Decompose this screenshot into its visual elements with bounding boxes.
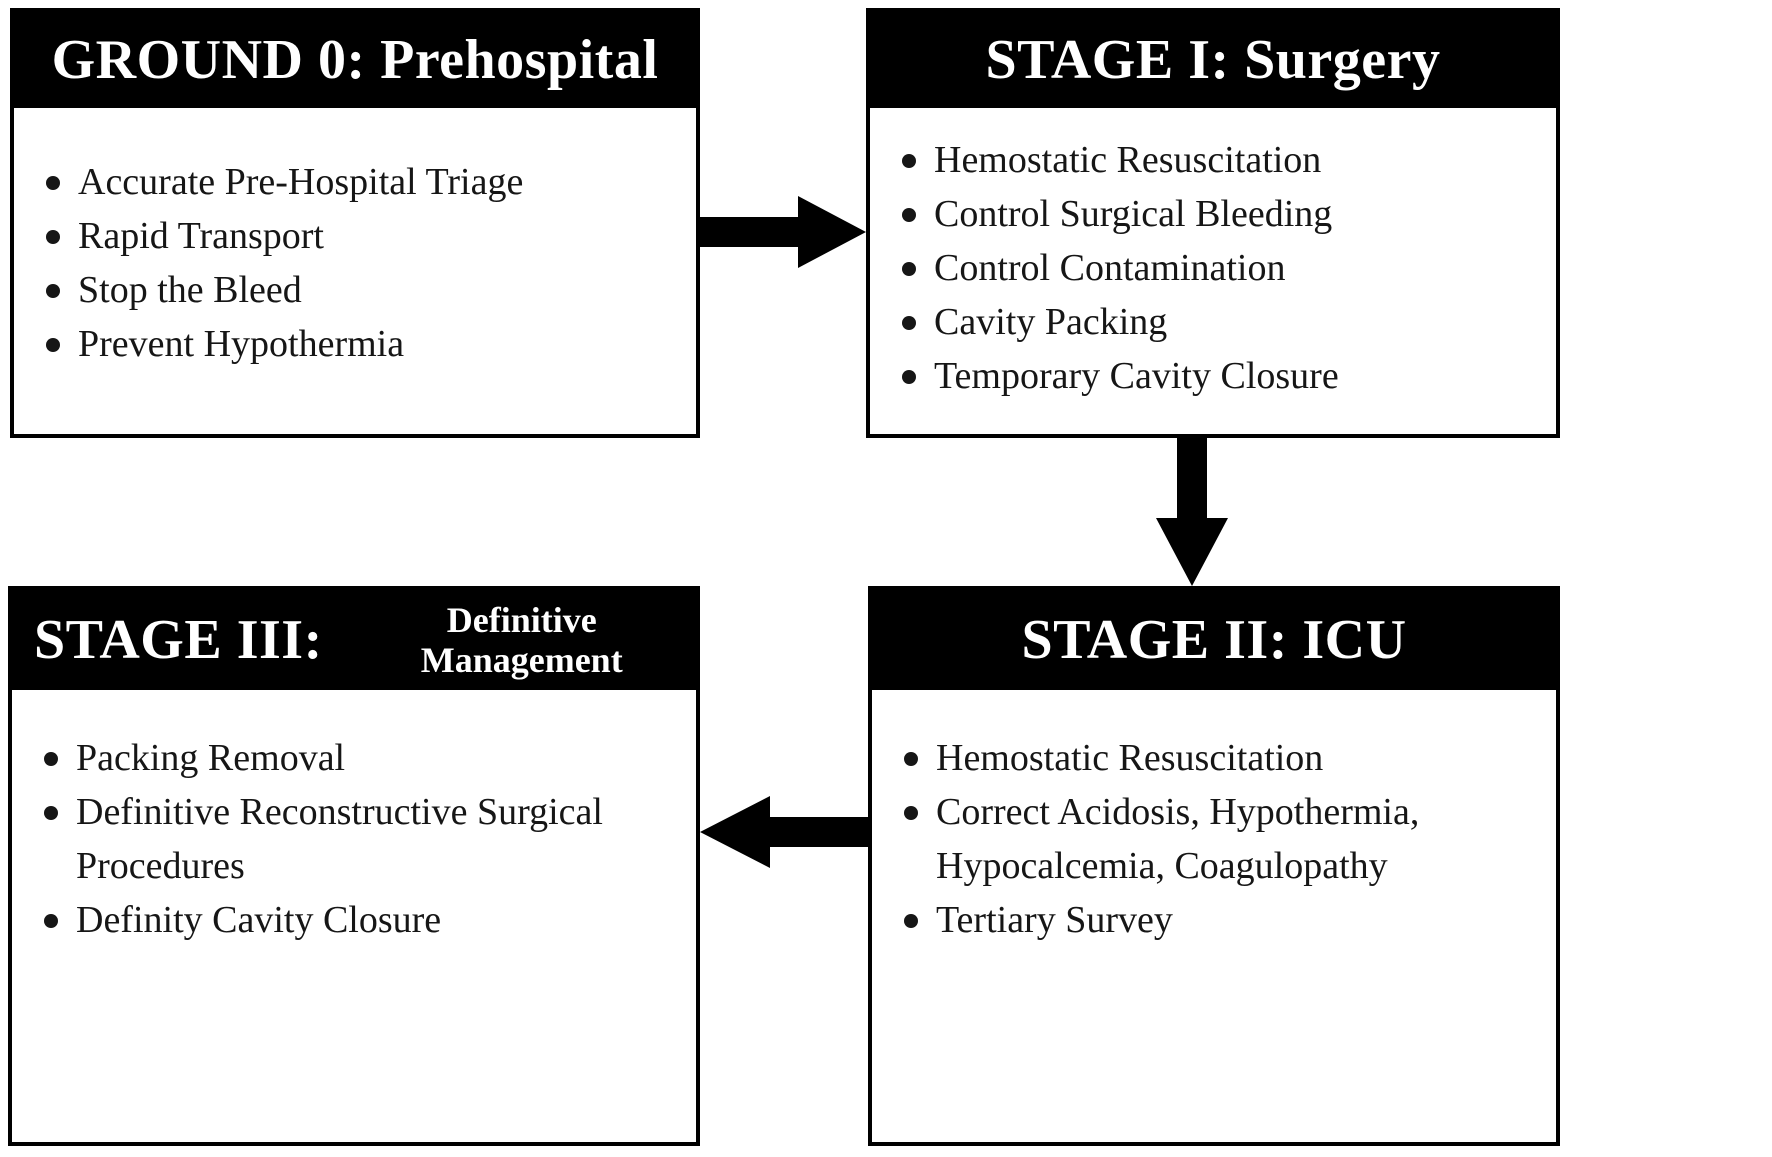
list-item-text: Control Surgical Bleeding bbox=[934, 192, 1333, 235]
box-stage2-body bbox=[872, 690, 1556, 948]
box-stage3-title: STAGE III: bbox=[34, 609, 323, 671]
list-item-text: Correct Acidosis, Hypothermia, Hypocalcemia, Coagulopathy bbox=[936, 790, 1420, 887]
box-ground0-prehospital bbox=[10, 8, 700, 438]
arrow-down-icon bbox=[1152, 436, 1232, 586]
list-item bbox=[900, 242, 1530, 296]
list-item bbox=[900, 188, 1530, 242]
box-stage3-subtitle: Definitive Management bbox=[420, 599, 623, 680]
bullet-icon bbox=[46, 338, 60, 352]
list-item bbox=[902, 732, 1530, 786]
bullet-icon bbox=[902, 370, 916, 384]
list-item bbox=[902, 786, 1530, 894]
box-stage2-header bbox=[872, 590, 1556, 690]
bullet-icon bbox=[44, 752, 58, 766]
box-stage2-icu bbox=[868, 586, 1560, 1146]
list-item bbox=[44, 264, 670, 318]
list-item bbox=[900, 134, 1530, 188]
arrow-right-icon bbox=[700, 192, 866, 272]
list-item-text: Tertiary Survey bbox=[936, 898, 1173, 941]
bullet-icon bbox=[902, 154, 916, 168]
list-item bbox=[42, 786, 670, 894]
bullet-icon bbox=[44, 914, 58, 928]
bullet-icon bbox=[44, 806, 58, 820]
bullet-icon bbox=[902, 262, 916, 276]
list-item-text: Hemostatic Resuscitation bbox=[934, 139, 1322, 181]
box-ground0-header bbox=[14, 12, 696, 108]
bullet-icon bbox=[904, 806, 918, 820]
box-stage1-title: STAGE I: Surgery bbox=[985, 29, 1441, 91]
list-item bbox=[42, 732, 670, 786]
list-item-text: Temporary Cavity Closure bbox=[934, 354, 1339, 397]
list-item bbox=[44, 318, 670, 372]
box-stage3-body bbox=[12, 690, 696, 948]
list-item-text: Rapid Transport bbox=[78, 214, 324, 257]
bullet-icon bbox=[46, 284, 60, 298]
box-stage3-header bbox=[12, 590, 696, 690]
list-item-text: Packing Removal bbox=[76, 737, 346, 779]
box-stage1-body bbox=[870, 108, 1556, 404]
bullet-icon bbox=[46, 176, 60, 190]
list-item-text: Stop the Bleed bbox=[78, 268, 302, 311]
box-stage1-surgery bbox=[866, 8, 1560, 438]
list-item-text: Prevent Hypothermia bbox=[78, 322, 405, 365]
list-item bbox=[900, 350, 1530, 404]
box-stage2-title: STAGE II: ICU bbox=[1021, 609, 1407, 671]
bullet-icon bbox=[902, 208, 916, 222]
list-item bbox=[900, 296, 1530, 350]
bullet-icon bbox=[46, 230, 60, 244]
box-stage1-header bbox=[870, 12, 1556, 108]
list-item-text: Cavity Packing bbox=[934, 300, 1168, 343]
bullet-list bbox=[900, 134, 1530, 404]
list-item-text: Hemostatic Resuscitation bbox=[936, 737, 1324, 779]
list-item-text: Definity Cavity Closure bbox=[76, 898, 442, 941]
bullet-icon bbox=[904, 914, 918, 928]
bullet-list bbox=[44, 156, 670, 372]
bullet-list bbox=[902, 732, 1530, 948]
bullet-icon bbox=[904, 752, 918, 766]
bullet-icon bbox=[902, 316, 916, 330]
box-stage3-definitive-management bbox=[8, 586, 700, 1146]
list-item bbox=[44, 156, 670, 210]
arrow-left-icon bbox=[700, 792, 868, 872]
list-item bbox=[902, 894, 1530, 948]
box-ground0-body bbox=[14, 108, 696, 372]
list-item bbox=[44, 210, 670, 264]
list-item-text: Definitive Reconstructive Surgical Procedures bbox=[76, 790, 603, 887]
bullet-list bbox=[42, 732, 670, 948]
list-item-text: Accurate Pre-Hospital Triage bbox=[78, 161, 524, 203]
list-item-text: Control Contamination bbox=[934, 246, 1286, 289]
box-ground0-title: GROUND 0: Prehospital bbox=[51, 29, 659, 91]
list-item bbox=[42, 894, 670, 948]
